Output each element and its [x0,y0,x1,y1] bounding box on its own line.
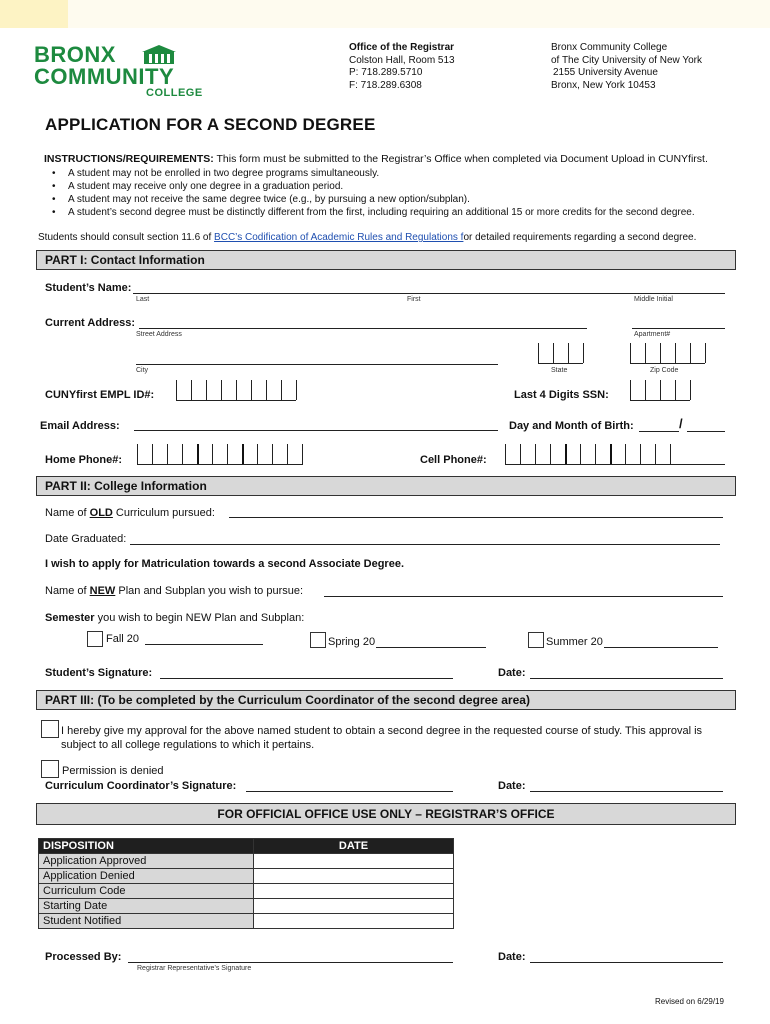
processed-date-field[interactable] [530,962,723,963]
apartment-caption: Apartment# [634,331,671,338]
ssn-label: Last 4 Digits SSN: [514,389,609,401]
state-baseline [538,363,583,364]
email-label: Email Address: [40,420,120,432]
zip-baseline [630,363,705,364]
old-curriculum-field[interactable] [229,517,723,518]
apply-statement: I wish to apply for Matriculation towards a second Associate Degree. [45,558,405,570]
dob-day-field[interactable] [639,431,679,432]
office-address: Colston Hall, Room 513 [349,54,455,66]
city-field[interactable] [136,364,498,365]
fall-checkbox[interactable] [87,631,103,647]
office-fax: F: 718.289.6308 [349,79,422,91]
old-pre: Name of [45,507,90,519]
email-field[interactable] [134,430,498,431]
requirements-list [44,167,716,219]
new-plan-label [45,585,303,597]
college-logo [34,44,203,99]
new-pre: Name of [45,585,90,597]
consult-pre: Students should consult section 11.6 of [38,232,215,243]
apartment-field[interactable] [632,328,725,329]
office-title: Office of the Registrar [349,42,455,53]
coordinator-date-field[interactable] [530,791,723,792]
date-cell[interactable] [254,854,454,869]
date-cell[interactable] [254,899,454,914]
student-name-label: Student’s Name: [45,282,132,294]
logo-line-2: COMMUNITY [34,64,175,89]
cell-phone-baseline [505,464,725,465]
processed-by-label: Processed By: [45,951,122,963]
list-item: • A student may not receive the same degree twice (e.g., by pursuing a new option/subplan). [44,193,716,206]
old-post: Curriculum pursued: [112,507,215,519]
fall-year-field[interactable] [145,644,263,645]
home-phone-label: Home Phone#: [45,454,123,466]
street-caption: Street Address [136,331,182,338]
part1-title: PART I: Contact Information [45,253,205,267]
spring-year-field[interactable] [376,647,486,648]
date-header: DATE [254,839,454,854]
dob-label: Day and Month of Birth: [509,420,634,432]
date-cell[interactable] [254,914,454,929]
old-curriculum-label [45,507,215,519]
summer-checkbox[interactable] [528,632,544,648]
date-cell[interactable] [254,884,454,899]
consult-note [38,232,696,243]
summer-label: Summer 20 [546,636,603,648]
middle-initial-caption: Middle Initial [634,296,673,303]
student-name-field[interactable] [133,293,725,294]
cell-phone-label: Cell Phone#: [420,454,487,466]
office-block [349,42,455,92]
state-boxes[interactable] [538,343,584,363]
disposition-cell: Application Denied [39,869,254,884]
disposition-table [38,838,454,929]
official-use-title: FOR OFFICIAL OFFICE USE ONLY – REGISTRAR’S OFFICE [217,807,555,821]
disposition-cell: Student Notified [39,914,254,929]
date-cell[interactable] [254,869,454,884]
new-word: NEW [89,585,116,597]
table-row [39,884,454,899]
home-phone-baseline [137,464,303,465]
emplid-baseline [176,400,296,401]
coordinator-date-label: Date: [498,780,526,792]
logo-line-3: COLLEGE [146,87,203,99]
processed-by-field[interactable] [128,962,453,963]
table-row [39,854,454,869]
disposition-cell: Curriculum Code [39,884,254,899]
new-plan-field[interactable] [324,596,723,597]
top-bar [68,0,770,28]
denied-checkbox[interactable] [41,760,59,778]
student-date-field[interactable] [530,678,723,679]
college-city: Bronx, New York 10453 [551,79,656,91]
part2-title: PART II: College Information [45,479,207,493]
disposition-cell: Application Approved [39,854,254,869]
semester-label [45,612,304,624]
college-name: Bronx Community College [551,42,668,53]
revised-date: Revised on 6/29/19 [655,997,724,1006]
building-icon [142,44,176,66]
college-system: of The City University of New York [551,54,702,66]
semester-rest: you wish to begin NEW Plan and Subplan: [94,612,305,624]
rep-signature-caption: Registrar Representative’s Signature [137,965,252,972]
coordinator-signature-label: Curriculum Coordinator’s Signature: [45,780,237,792]
logo-line-1: BRONX [34,42,116,67]
table-row [39,899,454,914]
city-caption: City [136,367,149,374]
disposition-cell: Starting Date [39,899,254,914]
part2-header [36,476,736,496]
ssn-boxes[interactable] [630,380,691,400]
college-address-block [551,42,702,92]
coordinator-signature-field[interactable] [246,791,453,792]
page-title: APPLICATION FOR A SECOND DEGREE [45,115,376,134]
spring-label: Spring 20 [328,636,376,648]
first-name-caption: First [407,296,421,303]
state-caption: State [551,367,568,374]
top-accent-bar [0,0,68,28]
spring-checkbox[interactable] [310,632,326,648]
table-row [39,869,454,884]
instructions-label: INSTRUCTIONS/REQUIREMENTS: [44,153,214,165]
emplid-label: CUNYfirst EMPL ID#: [45,389,155,401]
new-post: Plan and Subplan you wish to pursue: [115,585,304,597]
zip-caption: Zip Code [650,367,679,374]
list-item: • A student’s second degree must be distinctly different from the first, including requiring an additional 15 or more credits for the second degree. [44,206,716,219]
dob-month-field[interactable] [687,431,725,432]
old-word: OLD [89,507,113,519]
ssn-baseline [630,400,690,401]
cell-phone-boxes[interactable] [505,444,671,464]
street-address-field[interactable] [139,328,587,329]
part3-header [36,690,736,710]
processed-date-label: Date: [498,951,526,963]
approval-text: I hereby give my approval for the above named student to obtain a second degree in the requested course of study. This approval is subject to all college regulations to which it pertains. [61,725,703,751]
zip-boxes[interactable] [630,343,706,363]
office-phone: P: 718.289.5710 [349,67,423,78]
disposition-header: DISPOSITION [39,839,254,854]
home-phone-boxes[interactable] [137,444,303,464]
part1-header [36,250,736,270]
student-date-label: Date: [498,667,526,679]
student-signature-label: Student’s Signature: [45,667,153,679]
current-address-label: Current Address: [45,317,136,329]
part3-title: PART III: (To be completed by the Curriculum Coordinator of the second degree area) [45,693,530,707]
last-name-caption: Last [136,296,150,303]
approval-checkbox[interactable] [41,720,59,738]
emplid-boxes[interactable] [176,380,297,400]
codification-link[interactable]: BCC’s Codification of Academic Rules and Regulations f [214,232,464,243]
fall-label: Fall 20 [106,633,140,645]
list-item: • A student may not be enrolled in two degree programs simultaneously. [44,167,716,180]
instructions-text: This form must be submitted to the Registrar’s Office when completed via Document Upload in CUNYfirst. [216,153,708,165]
instructions-line [44,153,764,165]
dob-separator: / [679,416,683,431]
list-item: • A student may receive only one degree in a graduation period. [44,180,716,193]
official-use-header [36,803,736,825]
student-signature-field[interactable] [160,678,453,679]
date-graduated-field[interactable] [130,544,720,545]
date-graduated-label: Date Graduated: [45,533,127,545]
summer-year-field[interactable] [604,647,718,648]
denied-label: Permission is denied [62,765,164,777]
college-street: 2155 University Avenue [553,67,658,78]
table-row [39,914,454,929]
consult-post: or detailed requirements regarding a second degree. [463,232,697,243]
semester-bold: Semester [45,612,95,624]
